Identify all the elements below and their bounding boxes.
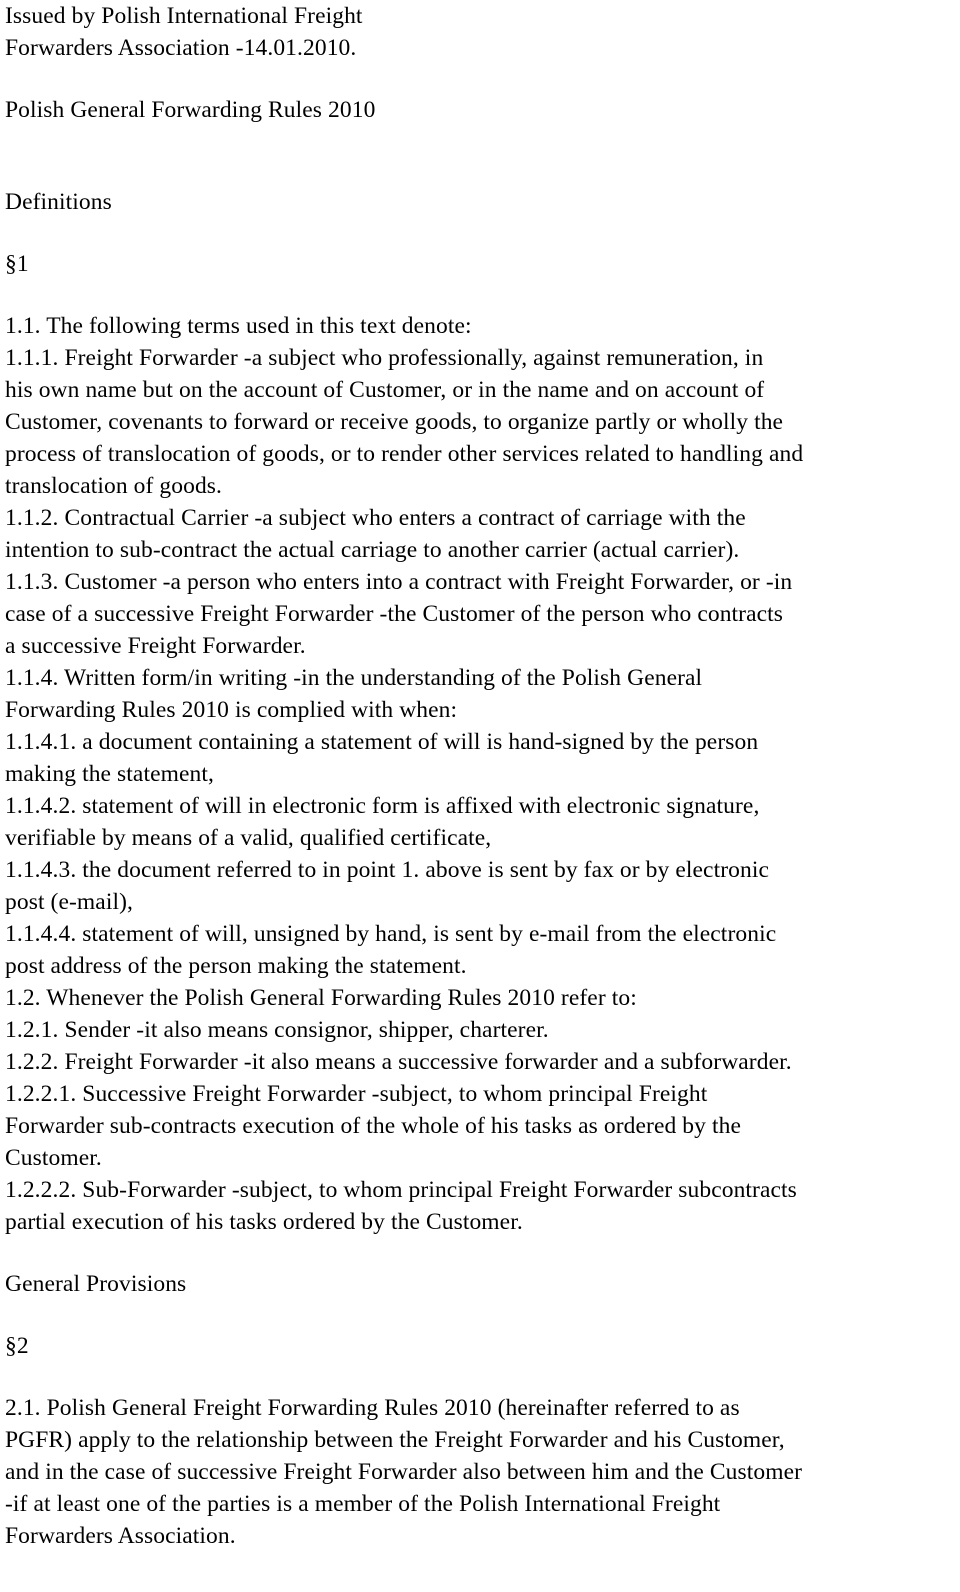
text-line: 1.2.2. Freight Forwarder -it also means a successive forwarder and a subforwarder.: [5, 1049, 792, 1075]
text-line: post (e-mail),: [5, 889, 133, 915]
text-line: intention to sub-contract the actual carriage to another carrier (actual carrier).: [5, 537, 740, 563]
text-line: 2.1. Polish General Freight Forwarding Rules 2010 (hereinafter referred to as: [5, 1395, 740, 1421]
spacer: [5, 1300, 955, 1330]
text-line: Forwarder sub-contracts execution of the whole of his tasks as ordered by the: [5, 1113, 741, 1139]
issuer-line-2: Forwarders Association -14.01.2010.: [5, 35, 357, 61]
text-line: translocation of goods.: [5, 473, 223, 499]
section-symbol-2: §2: [5, 1333, 29, 1359]
spacer: [5, 156, 955, 186]
text-line: 1.2.1. Sender -it also means consignor, shipper, charterer.: [5, 1017, 549, 1043]
text-line: 1.1. The following terms used in this text denote:: [5, 313, 472, 339]
section-symbol-1: §1: [5, 251, 29, 277]
spacer: [5, 1362, 955, 1392]
spacer: [5, 218, 955, 248]
spacer: [5, 126, 955, 156]
definitions-body: [5, 310, 955, 1238]
text-line: 1.1.3. Customer -a person who enters into a contract with Freight Forwarder, or -in: [5, 569, 793, 595]
text-line: 1.2.2.2. Sub-Forwarder -subject, to whom principal Freight Forwarder subcontracts: [5, 1177, 797, 1203]
text-line: case of a successive Freight Forwarder -the Customer of the person who contracts: [5, 601, 784, 627]
text-line: making the statement,: [5, 761, 214, 787]
text-line: 1.1.2. Contractual Carrier -a subject who enters a contract of carriage with the: [5, 505, 746, 531]
text-line: a successive Freight Forwarder.: [5, 633, 306, 659]
text-line: process of translocation of goods, or to render other services related to handling and: [5, 441, 804, 467]
text-line: 1.2. Whenever the Polish General Forwarding Rules 2010 refer to:: [5, 985, 637, 1011]
text-line: 1.1.4.3. the document referred to in point 1. above is sent by fax or by electronic: [5, 857, 769, 883]
text-line: 1.1.4.2. statement of will in electronic form is affixed with electronic signature,: [5, 793, 760, 819]
text-line: Customer, covenants to forward or receive goods, to organize partly or wholly the: [5, 409, 784, 435]
text-line: Forwarding Rules 2010 is complied with when:: [5, 697, 458, 723]
text-line: 1.1.4.4. statement of will, unsigned by hand, is sent by e-mail from the electronic: [5, 921, 777, 947]
text-line: PGFR) apply to the relationship between the Freight Forwarder and his Customer,: [5, 1427, 785, 1453]
text-line: post address of the person making the statement.: [5, 953, 467, 979]
text-line: 1.1.4.1. a document containing a statement of will is hand-signed by the person: [5, 729, 759, 755]
document-title: Polish General Forwarding Rules 2010: [5, 97, 376, 123]
text-line: 1.2.2.1. Successive Freight Forwarder -subject, to whom principal Freight: [5, 1081, 708, 1107]
text-line: Forwarders Association.: [5, 1523, 236, 1549]
document-page: [5, 0, 955, 1552]
general-provisions-body: [5, 1392, 955, 1552]
text-line: his own name but on the account of Customer, or in the name and on account of: [5, 377, 765, 403]
text-line: 1.1.4. Written form/in writing -in the understanding of the Polish General: [5, 665, 703, 691]
spacer: [5, 64, 955, 94]
text-line: -if at least one of the parties is a member of the Polish International Freight: [5, 1491, 721, 1517]
text-line: partial execution of his tasks ordered by the Customer.: [5, 1209, 523, 1235]
text-line: Customer.: [5, 1145, 102, 1171]
text-line: verifiable by means of a valid, qualified certificate,: [5, 825, 492, 851]
text-line: and in the case of successive Freight Forwarder also between him and the Customer: [5, 1459, 803, 1485]
section-heading-definitions: Definitions: [5, 189, 112, 215]
text-line: 1.1.1. Freight Forwarder -a subject who professionally, against remuneration, in: [5, 345, 764, 371]
spacer: [5, 280, 955, 310]
spacer: [5, 1238, 955, 1268]
section-heading-general-provisions: General Provisions: [5, 1271, 187, 1297]
issuer-line-1: Issued by Polish International Freight: [5, 3, 363, 29]
